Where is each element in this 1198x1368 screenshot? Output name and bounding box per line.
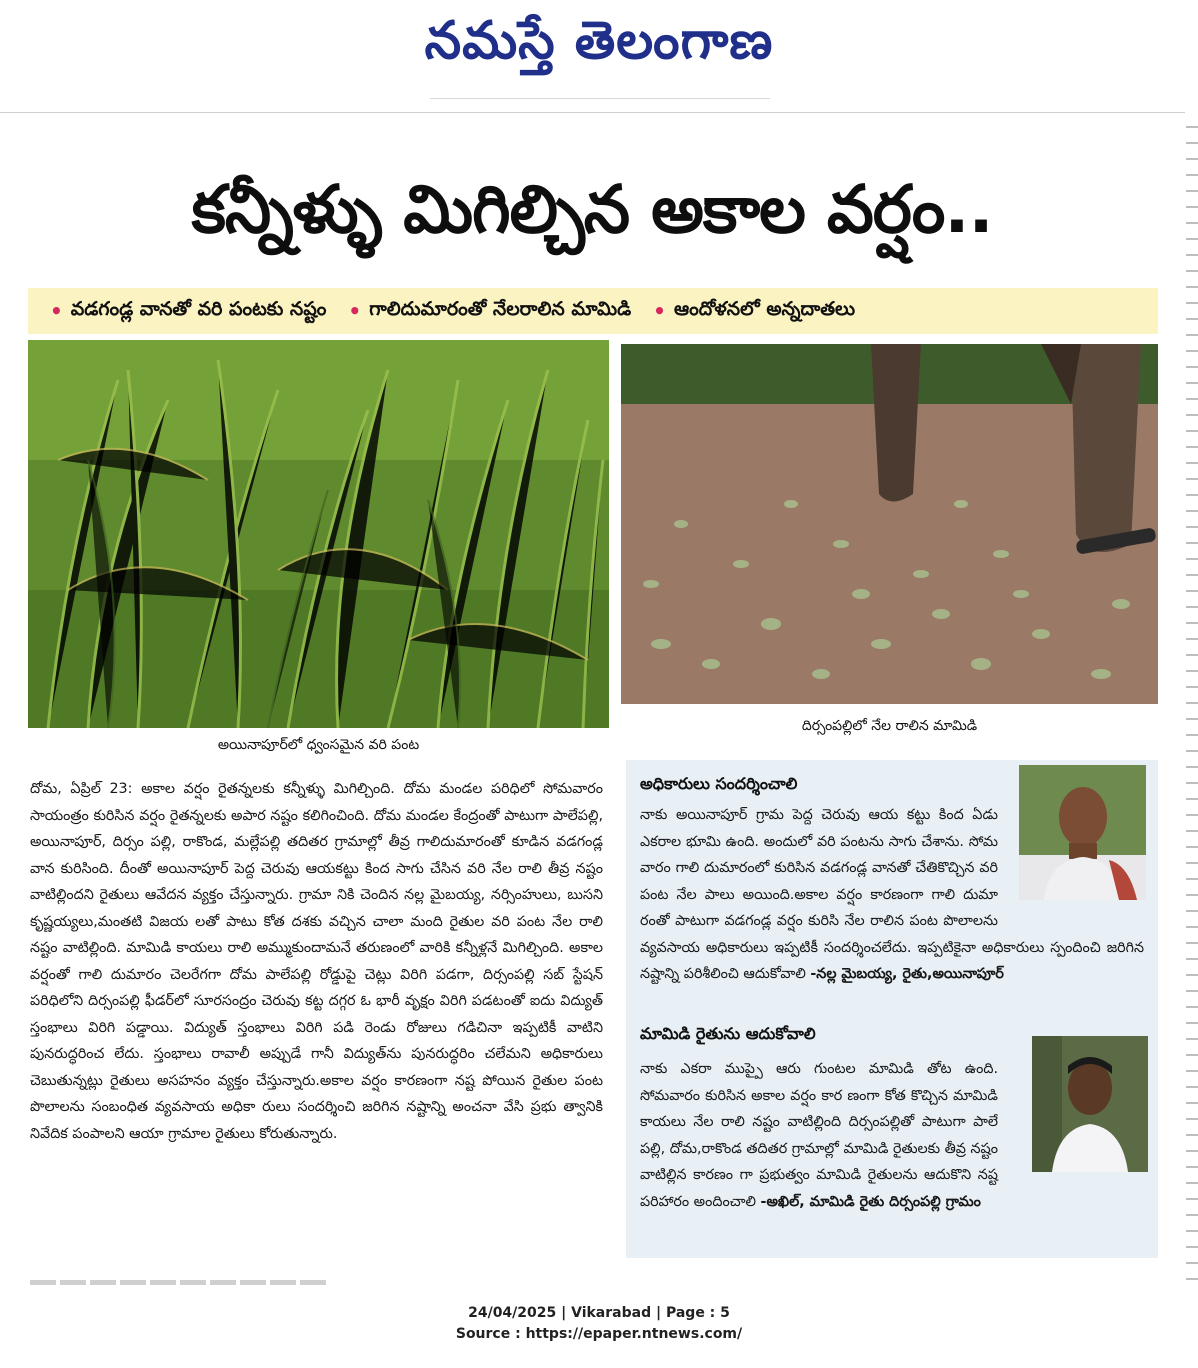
paddy-field-photo [28, 340, 609, 728]
quote-text-2: నాకు ఎకరా ముప్పై ఆరు గుంటల మామిడి తోట ఉంది. సోమవారం కురిసిన అకాల వర్షం కార ణంగా కోత కొచ్చిన మామిడి కాయలు నేల రాలి నష్టం వాటిల్లింది దిర్సంపల్లితో పాటుగా పాలే పల్లి, దోమ,రాకొండ తదితర గ్రామాల్లో మామిడి రైతులకు తీవ్ర నష్టం వాటిల్లిన కారణం గా ప్రభుత్వం మామిడి రైతులను ఆదుకొని నష్ట పరిహారం అందించాలి [640, 1061, 998, 1210]
bullet-icon: • [653, 299, 666, 323]
sidebar-heading-2: మామిడి రైతును ఆదుకోవాలి [640, 1024, 816, 1043]
subdeck-item [50, 298, 326, 325]
headline: కన్నీళ్ళు మిగిల్చిన అకాల వర్షం.. [191, 171, 993, 248]
farmer-portrait-1 [1019, 765, 1146, 900]
subdeck-text: గాలిదుమారంతో నేలరాలిన మామిడి [369, 297, 632, 320]
quote-credit-1: -నల్ల మైబయ్య, రైతు,అయినాపూర్ [810, 966, 1004, 982]
masthead-divider [430, 98, 770, 99]
subdeck-text: ఆందోళనలో అన్నదాతలు [673, 297, 856, 320]
farmer-portrait-2 [1032, 1036, 1148, 1172]
subdeck-text: వడగండ్ల వానతో వరి పంటకు నష్టం [70, 297, 327, 320]
subdeck [28, 288, 1158, 334]
sidebar-heading-1: అధికారులు సందర్శించాలి [640, 774, 798, 793]
fallen-mango-photo [621, 344, 1158, 704]
bullet-icon: • [348, 299, 362, 323]
adjacent-column-strip [1186, 112, 1198, 1282]
mango-orchard-image [621, 344, 1158, 704]
article-body: దోమ, ఏప్రిల్ 23: అకాల వర్షం రైతన్నలకు కన్నీళ్ళు మిగిల్చింది. దోమ మండల పరిధిలో సోమవారం సాయంత్రం కురిసిన వర్షం రైతన్నలకు అపార నష్టం కలిగించింది. దోమ మండల కేంద్రంతో పాటుగా పాలేపల్లి, అయినాపూర్, దిర్సం పల్లి, రాకొండ, మల్లేపల్లి తదితర గ్రామాల్లో తీవ్ర గాలిదుమారంతో కూడిన వడగండ్ల వాన కురిసింది. దీంతో అయినాపూర్ పెద్ద చెరువు ఆయకట్టు కింద సాగు చేసిన వరి నేల రాలి తీవ్ర నష్టం వాటిల్లిందని రైతులు ఆవేదన వ్యక్తం చేస్తున్నారు. గ్రామా నికి చెందిన నల్ల మైబయ్య, నర్సింహులు, బుసని కృష్ణయ్యలు,మంతటి విజయ లతో పాటు కోత దశకు వచ్చిన చాలా మంది రైతుల వరి పంట నేల రాలి నష్టం వాటిల్లింది. మామిడి కాయలు రాలి అమ్ముకుందామనే తరుణంలో వారికి కన్నీళ్లనే మిగిల్చింది. అకాల వర్షంతో గాలి దుమారం చెలరేగగా దోమ పాలేపల్లి రోడ్డుపై చెట్లు విరిగి పడగా, దిర్సంపల్లి సబ్ స్టేషన్ పరిధిలోని దిర్సంపల్లి ఫీడర్‌లో సూరసంద్రం చెరువు కట్ట దగ్గర ఓ భారీ వృక్షం విరిగి పడటంతో ఐదు విద్యుత్ స్తంభాలు విరిగి పడ్డాయి. విద్యుత్ స్తంభాలు విరిగి పడి రెండు రోజులు గడిచినా ఇప్పటికీ వాటిని పునరుద్ధరించ లేదు. స్తంభాలు రావాలీ అప్పుడే గానీ విద్యుత్‌ను పునరుద్ధరిం చలేమని అధికారులు చెబుతున్నట్లు రైతులు అసహనం వ్యక్తం చేస్తున్నారు.అకాల వర్షం కారణంగా నష్ట పోయిన రైతుల పంట పొలాలను సంబంధిత వ్యవసాయ అధికా రులు సందర్శించి జరిగిన నష్టాన్ని అంచనా వేసి ప్రభు త్వానికి నివేదిక పంపాలని ఆయా గ్రామాల రైతులు కోరుతున్నారు. [30, 781, 603, 1142]
subdeck-item [653, 298, 855, 325]
mango-photo-caption: దిర్సంపల్లిలో నేల రాలిన మామిడి [801, 718, 978, 734]
paddy-field-image [28, 340, 609, 728]
page-footer [0, 1303, 1198, 1345]
farmer-portrait-image [1019, 765, 1146, 900]
farmer-portrait-image [1032, 1036, 1148, 1172]
bullet-icon: • [50, 299, 63, 323]
quote-text-1: నాకు అయినాపూర్ గ్రామ పెద్ద చెరువు ఆయ కట్టు కింద ఏడు ఎకరాల భూమి ఉంది. అందులో వరి పంటను సాగు చేశాను. సోమ వారం గాలి దుమారంలో కురిసిన వడగండ్ల వానతో చేతికొచ్చిన వరి పంట నేల పాలు అయింది.అకాల వర్షం కారణంగా గాలి దుమా రంతో పాటుగా వడగండ్ల వర్షం కురిసి నేల రాలిన పంట పొలాలను వ్యవసాయ అధికారులు ఇప్పటికీ సందర్శించలేదు. ఇప్పటికైనా అధికారులు స్పందించి జరిగిన నష్టాన్ని పరిశీలించి ఆదుకోవాలి [640, 807, 1144, 982]
masthead-logo: నమస్తే తెలంగాణ [424, 11, 774, 71]
paddy-photo-caption: అయినాపూర్‌లో ధ్వంసమైన వరి పంట [217, 737, 420, 753]
masthead [0, 0, 1198, 95]
footer-divider [30, 1280, 330, 1285]
subdeck-item [348, 298, 631, 325]
footer-source-link[interactable]: Source : https://epaper.ntnews.com/ [455, 1326, 743, 1342]
quote-credit-2: -అఖిల్, మామిడి రైతు దిర్సంపల్లి గ్రామం [760, 1193, 981, 1210]
footer-date-line: 24/04/2025 | Vikarabad | Page : 5 [468, 1305, 730, 1321]
